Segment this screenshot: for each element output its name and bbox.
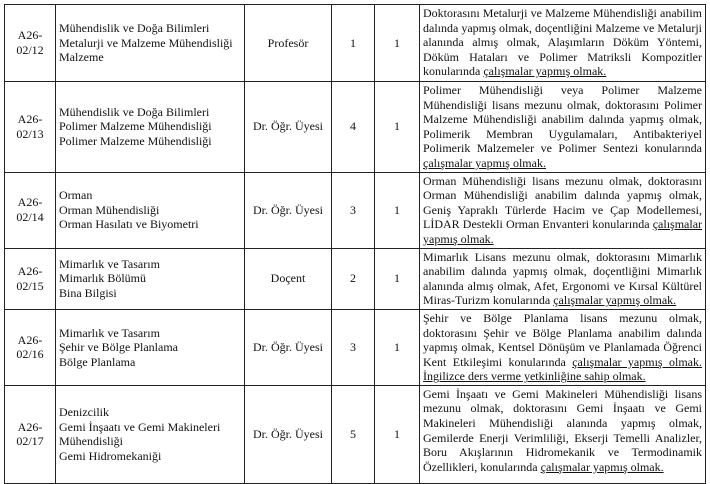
positions-table [4,4,706,484]
quota-cell [375,248,420,309]
title-cell [245,385,332,483]
unit-department: Orman Mühendisliği [59,202,160,217]
quota-cell [375,385,420,483]
unit-faculty: Orman [59,188,93,203]
unit-cell [56,172,245,248]
position-quota: 1 [394,427,400,442]
position-degree: 3 [350,202,356,217]
requirement-underlined-text: çalışmalar yapmış olmak. [483,64,607,79]
count-cell [332,172,375,248]
requirements-cell [420,385,706,483]
unit-division: Bölge Planlama [59,354,136,369]
unit-department: Gemi İnşaatı ve Gemi Makineleri [59,419,221,434]
unit-faculty: Mimarlık ve Tasarım [59,256,160,271]
position-quota: 1 [394,119,400,134]
table-row [5,82,706,173]
requirements-cell [420,172,706,248]
position-code: A26-02/15 [16,264,44,293]
position-degree: 4 [350,119,356,134]
academic-title: Dr. Öğr. Üyesi [253,340,323,355]
quota-cell [375,5,420,82]
unit-division: Orman Hasılatı ve Biyometri [59,217,199,232]
requirement-text: Mimarlık Lisans mezunu olmak, doktorasını Mimarlık anabilim dalında yapmış olmak, doçentliğini Mimarlık alanında almış olmak, Afet, Ergonomi ve Kırsal Kültürel Miras-Turizm konularında [423,249,702,308]
unit-faculty: Mimarlık ve Tasarım [59,325,160,340]
academic-title: Dr. Öğr. Üyesi [253,427,323,442]
unit-division: Malzeme [59,50,104,65]
table-row [5,385,706,483]
position-code-cell [5,309,56,385]
unit-cell [56,82,245,173]
position-code-cell [5,172,56,248]
unit-division: Polimer Malzeme Mühendisliği [59,134,212,149]
table-row [5,5,706,82]
academic-title: Dr. Öğr. Üyesi [253,202,323,217]
unit-cell [56,248,245,309]
requirements-cell [420,82,706,173]
requirement-text: Orman Mühendisliği lisans mezunu olmak, doktorasını Orman Mühendisliği anabilim dalında yapmış olmak, Geniş Yapraklı Türlerde Hacim ve Çap Modellemesi, LİDAR Destekli Orman Envanteri konularında [423,173,702,232]
title-cell [245,309,332,385]
table-row [5,309,706,385]
requirement-underlined-text: çalışmalar yapmış olmak. [423,155,546,170]
requirement-underlined-text: çalışmalar yapmış olmak. [423,217,703,246]
requirements-cell [420,309,706,385]
position-quota: 1 [394,35,400,50]
unit-faculty: Mühendislik ve Doğa Bilimleri [59,21,210,36]
position-quota: 1 [394,271,400,286]
position-code: A26-02/12 [16,28,44,57]
position-quota: 1 [394,202,400,217]
table-row [5,248,706,309]
unit-cell [56,385,245,483]
requirements-cell [420,248,706,309]
academic-title: Doçent [270,271,306,286]
position-degree: 1 [350,35,356,50]
unit-division: Bina Bilgisi [59,286,117,301]
unit-department: Şehir ve Bölge Planlama [59,340,178,355]
requirement-text: Polimer Mühendisliği veya Polimer Malzeme Mühendisliği lisans mezunu olmak, doktorasını Polimer Malzeme Mühendisliği anabilim dalında yapmış olmak, Polimerik Membran Uygulamaları, Antibakteriyel Polimerik Malzemeler ve Polimer Sentezi konularında [423,83,702,156]
position-degree: 3 [350,340,356,355]
requirement-text: Şehir ve Bölge Planlama lisans mezunu olmak, doktorasını Şehir ve Bölge Planlama anabilim dalında yapmış olmak, Kentsel Dönüşüm ve Planlamada Öğrenci Kent Etkileşimi konularında [423,310,702,369]
position-code: A26-02/13 [16,112,44,141]
position-code-cell [5,82,56,173]
position-code: A26-02/16 [16,332,44,362]
academic-title: Profesör [267,35,309,50]
academic-title: Dr. Öğr. Üyesi [253,119,323,134]
count-cell [332,5,375,82]
title-cell [245,5,332,82]
count-cell [332,82,375,173]
requirement-text: Gemi İnşaatı ve Gemi Makineleri Mühendisliği lisans mezunu olmak, doktorasını Gemi İnşaatı ve Gemi Makineleri Mühendisliği alanında yapmış olmak, Gemilerde Enerji Verimliliği, Ekserji Temelli Analizler, Boru Akışlarının Hidromekanik ve Termodinamik Özellikleri, konularında [423,386,702,474]
unit-department: Metalurji ve Malzeme Mühendisliği [59,35,233,50]
position-degree: 5 [350,427,356,442]
unit-division: Gemi Hidromekaniği [59,448,162,463]
unit-department: Polimer Malzeme Mühendisliği [59,119,212,134]
quota-cell [375,309,420,385]
requirement-underlined-text: çalışmalar yapmış olmak. [540,459,664,474]
position-code: A26-02/17 [16,419,44,449]
unit-faculty: Mühendislik ve Doğa Bilimleri [59,104,210,119]
quota-cell [375,82,420,173]
unit-cell [56,309,245,385]
position-code-cell [5,385,56,483]
requirements-cell [420,5,706,82]
unit-faculty: Denizcilik [59,405,109,420]
unit-department-cont: Mühendisliği [59,434,124,449]
position-degree: 2 [350,271,356,286]
count-cell [332,248,375,309]
count-cell [332,309,375,385]
position-code-cell [5,248,56,309]
unit-department: Mimarlık Bölümü [59,271,146,286]
quota-cell [375,172,420,248]
position-code-cell [5,5,56,82]
count-cell [332,385,375,483]
title-cell [245,172,332,248]
position-quota: 1 [394,340,400,355]
table-row [5,172,706,248]
title-cell [245,82,332,173]
unit-cell [56,5,245,82]
requirement-underlined-text: çalışmalar yapmış olmak. İngilizce ders verme yetkinliğine sahip olmak. [423,354,703,384]
position-code: A26-02/14 [16,195,44,225]
title-cell [245,248,332,309]
requirement-underlined-text: çalışmalar yapmış olmak. [553,293,677,308]
requirement-text: Doktorasını Metalurji ve Malzeme Mühendisliği anabilim dalında yapmış olmak, doçentliğini Malzeme ve Metalurji alanında almış olmak, Alaşımların Döküm Yöntemi, Döküm Hataları ve Polimer Matriksli Kompozitler konularında [423,6,702,79]
